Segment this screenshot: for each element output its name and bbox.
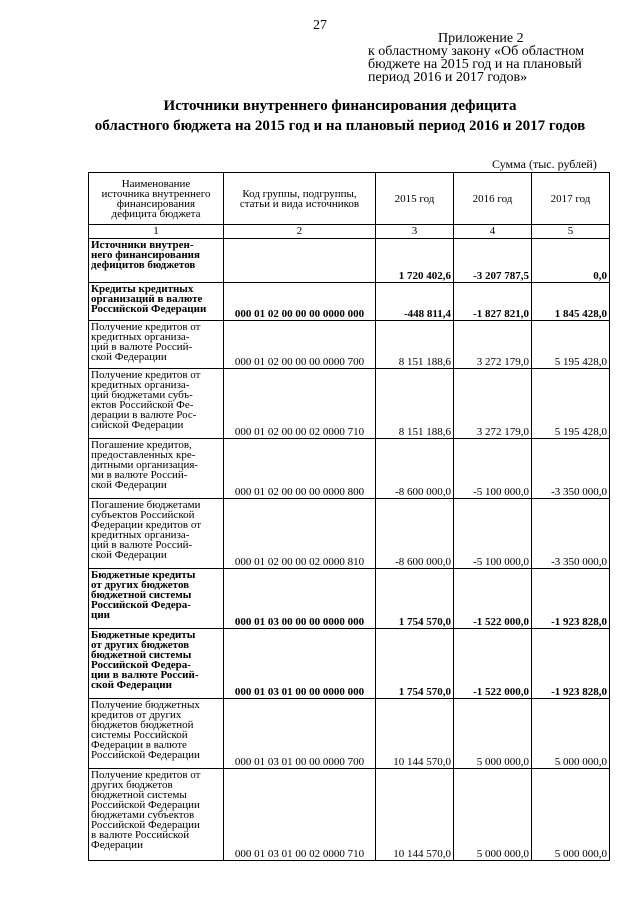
value-2017-cell: 0,0	[532, 239, 610, 283]
value-2017-cell: 5 000 000,0	[532, 769, 610, 861]
value-2017-cell: 5 195 428,0	[532, 321, 610, 369]
source-name-line: ций в валюте Россий-	[91, 539, 193, 551]
source-name-line: ской Федерации	[91, 679, 172, 691]
value-2016-cell: -3 207 787,5	[454, 239, 532, 283]
source-name-line: бюджетной системы	[91, 589, 192, 601]
code-cell: 000 01 02 00 00 00 0000 000	[224, 283, 376, 321]
value-2017-cell: -3 350 000,0	[532, 439, 610, 499]
value-2016-cell: 5 000 000,0	[454, 699, 532, 769]
source-name-line: Получение бюджетных	[91, 699, 200, 711]
value-2016-cell: -1 522 000,0	[454, 569, 532, 629]
appendix-note	[368, 32, 628, 84]
value-2017-cell: 5 195 428,0	[532, 369, 610, 439]
source-name-line: Российской Федерации	[91, 303, 207, 315]
source-name-line: Российской Федерации	[91, 799, 200, 811]
code-cell: 000 01 03 01 00 00 0000 000	[224, 629, 376, 699]
source-name-line: Федерации в валюте	[91, 739, 187, 751]
table-row	[89, 699, 610, 769]
source-name-line: бюджетной системы	[91, 789, 187, 801]
table-row	[89, 239, 610, 283]
source-name-line: от других бюджетов	[91, 579, 190, 591]
value-2015-cell: 1 720 402,6	[376, 239, 454, 283]
value-2015-cell: -448 811,4	[376, 283, 454, 321]
source-name-line: Получение кредитов от	[91, 769, 201, 781]
document-title	[60, 96, 620, 136]
value-2017-cell: -1 923 828,0	[532, 569, 610, 629]
source-name-line: Источники внутрен-	[91, 239, 194, 251]
source-name-line: организаций в валюте	[91, 293, 203, 305]
source-name-line: ций в валюте Россий-	[91, 341, 193, 353]
source-name-line: кредитных организа-	[91, 379, 190, 391]
column-numbers-row	[89, 225, 610, 239]
code-cell: 000 01 02 00 00 00 0000 700	[224, 321, 376, 369]
code-cell	[224, 239, 376, 283]
source-name-line: бюджетной системы	[91, 649, 192, 661]
source-name-line: в валюте Российской	[91, 829, 190, 841]
source-name-line: кредитных организа-	[91, 331, 190, 343]
code-cell: 000 01 03 01 00 02 0000 710	[224, 769, 376, 861]
value-2016-cell: -5 100 000,0	[454, 439, 532, 499]
header-name: Наименование источника внутреннего финансирования дефицита бюджета	[89, 173, 224, 225]
header-code: Код группы, подгруппы, статьи и вида источников	[224, 173, 376, 225]
table-body	[89, 239, 610, 861]
source-name-line: дерации в валюте Рос-	[91, 409, 197, 421]
value-2015-cell: 1 754 570,0	[376, 569, 454, 629]
value-2015-cell: -8 600 000,0	[376, 499, 454, 569]
source-name-cell	[89, 569, 224, 629]
source-name-line: Бюджетные кредиты	[91, 629, 196, 641]
source-name-line: Российской Федерации	[91, 819, 200, 831]
source-name-line: Федерации кредитов от	[91, 519, 202, 531]
table-row	[89, 439, 610, 499]
value-2016-cell: -1 827 821,0	[454, 283, 532, 321]
source-name-cell	[89, 239, 224, 283]
source-name-line: Российской Федера-	[91, 599, 191, 611]
value-2016-cell: 3 272 179,0	[454, 321, 532, 369]
code-cell: 000 01 02 00 00 00 0000 800	[224, 439, 376, 499]
page-number: 27	[313, 18, 327, 33]
value-2015-cell: 10 144 570,0	[376, 769, 454, 861]
source-name-line: кредитов от других	[91, 709, 182, 721]
source-name-cell	[89, 321, 224, 369]
header-2016: 2016 год	[454, 173, 532, 225]
source-name-line: Погашение бюджетами	[91, 499, 201, 511]
source-name-line: сийской Федерации	[91, 419, 184, 431]
source-name-line: Получение кредитов от	[91, 321, 201, 333]
source-name-cell	[89, 439, 224, 499]
source-name-cell	[89, 629, 224, 699]
source-name-cell	[89, 769, 224, 861]
table-row	[89, 769, 610, 861]
source-name-line: Федерации	[91, 839, 143, 851]
table-row	[89, 283, 610, 321]
title-line: Источники внутреннего финансирования дефицита	[163, 98, 517, 114]
title-line: областного бюджета на 2015 год и на плановый период 2016 и 2017 годов	[94, 118, 586, 134]
source-name-cell	[89, 283, 224, 321]
header-2015: 2015 год	[376, 173, 454, 225]
value-2015-cell: 8 151 188,6	[376, 369, 454, 439]
code-cell: 000 01 02 00 00 02 0000 810	[224, 499, 376, 569]
source-name-line: ской Федерации	[91, 549, 167, 561]
value-2016-cell: 3 272 179,0	[454, 369, 532, 439]
financing-sources-table	[88, 172, 610, 861]
appendix-line: к областному закону «Об областном	[368, 44, 585, 59]
value-2017-cell: 5 000 000,0	[532, 699, 610, 769]
appendix-line: период 2016 и 2017 годов»	[368, 70, 528, 85]
column-number: 2	[224, 225, 376, 239]
source-name-cell	[89, 699, 224, 769]
source-name-line: ектов Российской Фе-	[91, 399, 194, 411]
value-2017-cell: 1 845 428,0	[532, 283, 610, 321]
value-2017-cell: -1 923 828,0	[532, 629, 610, 699]
value-2015-cell: -8 600 000,0	[376, 439, 454, 499]
source-name-line: ской Федерации	[91, 479, 167, 491]
table-row	[89, 569, 610, 629]
table-row	[89, 499, 610, 569]
header-row	[89, 173, 610, 225]
appendix-line: бюджете на 2015 год и на плановый	[368, 57, 582, 72]
source-name-line: системы Российской	[91, 729, 188, 741]
table-row	[89, 369, 610, 439]
value-2015-cell: 8 151 188,6	[376, 321, 454, 369]
source-name-line: кредитных организа-	[91, 529, 190, 541]
source-name-line: Погашение кредитов,	[91, 439, 192, 451]
source-name-line: бюджетов бюджетной	[91, 719, 194, 731]
column-number: 5	[532, 225, 610, 239]
code-cell: 000 01 03 01 00 00 0000 700	[224, 699, 376, 769]
column-number: 1	[89, 225, 224, 239]
source-name-line: дефицитов бюджетов	[91, 259, 196, 271]
source-name-line: субъектов Российской	[91, 509, 195, 521]
source-name-line: Российской Федера-	[91, 659, 191, 671]
value-2016-cell: 5 000 000,0	[454, 769, 532, 861]
source-name-line: других бюджетов	[91, 779, 173, 791]
source-name-line: дитными организация-	[91, 459, 199, 471]
source-name-line: от других бюджетов	[91, 639, 190, 651]
units-label: Сумма (тыс. рублей)	[492, 157, 597, 171]
source-name-line: Получение кредитов от	[91, 369, 201, 381]
source-name-line: ции	[91, 609, 111, 621]
value-2015-cell: 10 144 570,0	[376, 699, 454, 769]
source-name-line: бюджетами субъектов	[91, 809, 195, 821]
table-row	[89, 629, 610, 699]
header-2017: 2017 год	[532, 173, 610, 225]
source-name-line: Бюджетные кредиты	[91, 569, 196, 581]
source-name-line: ской Федерации	[91, 351, 167, 363]
source-name-cell	[89, 369, 224, 439]
source-name-line: ции в валюте Россий-	[91, 669, 199, 681]
value-2016-cell: -1 522 000,0	[454, 629, 532, 699]
source-name-line: ми в валюте Россий-	[91, 469, 188, 481]
table-row	[89, 321, 610, 369]
appendix-title: Приложение 2	[438, 31, 524, 46]
source-name-line: ций бюджетами субъ-	[91, 389, 193, 401]
column-number: 3	[376, 225, 454, 239]
source-name-line: Российской Федерации	[91, 749, 200, 761]
code-cell: 000 01 03 00 00 00 0000 000	[224, 569, 376, 629]
value-2016-cell: -5 100 000,0	[454, 499, 532, 569]
source-name-line: него финансирования	[91, 249, 200, 261]
value-2017-cell: -3 350 000,0	[532, 499, 610, 569]
column-number: 4	[454, 225, 532, 239]
code-cell: 000 01 02 00 00 02 0000 710	[224, 369, 376, 439]
source-name-line: предоставленных кре-	[91, 449, 196, 461]
source-name-line: Кредиты кредитных	[91, 283, 194, 295]
source-name-cell	[89, 499, 224, 569]
value-2015-cell: 1 754 570,0	[376, 629, 454, 699]
